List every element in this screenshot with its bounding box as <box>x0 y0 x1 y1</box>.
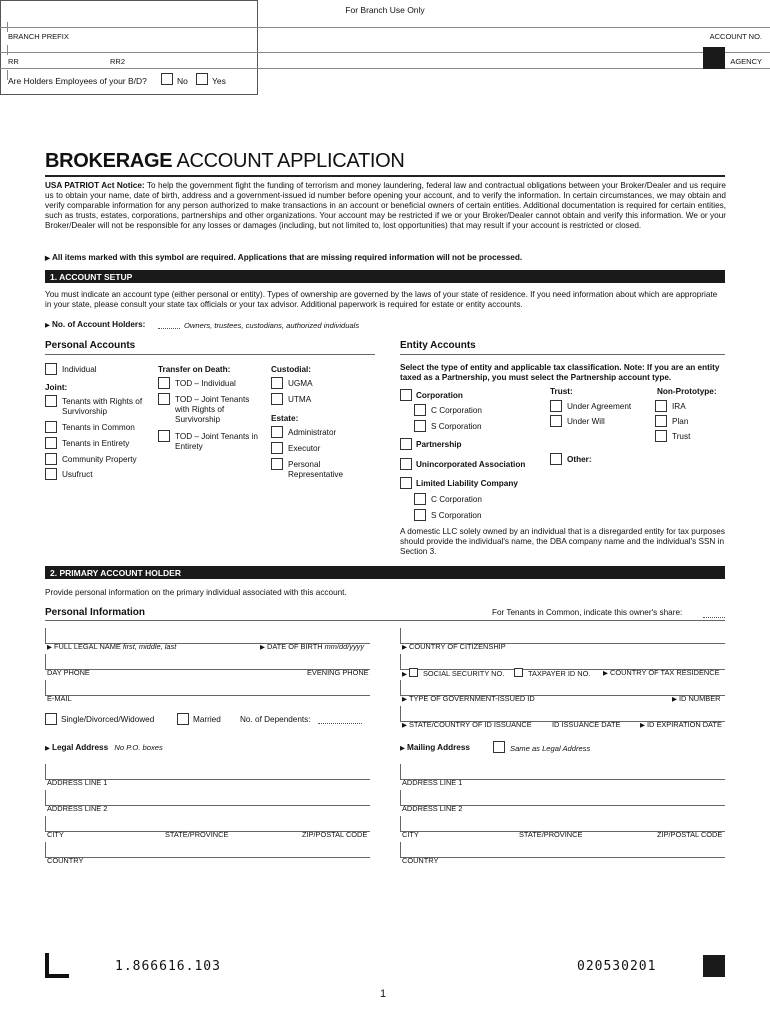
llc-checkbox[interactable] <box>400 477 412 489</box>
trust-item-checkbox[interactable] <box>655 430 667 442</box>
mailing-address-line1-label: ADDRESS LINE 1 <box>402 778 463 787</box>
email-field[interactable] <box>45 680 370 696</box>
branch-use-title: For Branch Use Only <box>345 5 425 15</box>
s-corporation-checkbox[interactable] <box>414 420 426 432</box>
required-note: ▶ All items marked with this symbol are required. Applications that are missing required information will not be processed. <box>45 253 523 262</box>
tenants-rights-checkbox[interactable] <box>45 395 57 407</box>
dob-label: ▶ DATE OF BIRTH mm/dd/yyyy <box>260 642 365 651</box>
section-1-header: 1. ACCOUNT SETUP <box>45 270 725 283</box>
page-number: 1 <box>380 988 387 1000</box>
agency-label: AGENCY <box>730 57 762 66</box>
id-state-label: ▶ STATE/COUNTRY OF ID ISSUANCE <box>402 720 532 729</box>
required-arrow-icon: ▶ <box>402 644 407 651</box>
form-title-rest: ACCOUNT APPLICATION <box>172 150 405 172</box>
custodial-heading: Custodial: <box>271 365 312 374</box>
mailing-zip-label: ZIP/POSTAL CODE <box>657 830 723 839</box>
account-holders-row: ▶ No. of Account Holders: <box>45 320 146 329</box>
s-corporation-label: S Corporation <box>431 422 482 431</box>
required-arrow-icon: ▶ <box>47 644 52 651</box>
rr-label: RR <box>8 57 19 66</box>
corporation-checkbox[interactable] <box>400 389 412 401</box>
individual-checkbox[interactable] <box>45 363 57 375</box>
corner-mark-base <box>45 974 69 978</box>
plan-checkbox[interactable] <box>655 415 667 427</box>
partnership-checkbox[interactable] <box>400 438 412 450</box>
tod-heading: Transfer on Death: <box>158 365 231 374</box>
administrator-label: Administrator <box>288 428 337 437</box>
required-arrow-icon: ▶ <box>640 722 645 729</box>
holders-no-checkbox[interactable] <box>161 73 173 85</box>
mailing-country-field[interactable] <box>400 842 725 858</box>
llc-s-corporation-checkbox[interactable] <box>414 509 426 521</box>
required-arrow-icon: ▶ <box>45 322 50 329</box>
under-agreement-label: Under Agreement <box>567 402 632 411</box>
personal-rep-checkbox[interactable] <box>271 458 283 470</box>
account-holders-hint: Owners, trustees, custodians, authorized individuals <box>184 321 360 330</box>
form-title <box>45 150 405 173</box>
account-no-label: ACCOUNT NO. <box>709 32 762 41</box>
required-arrow-icon: ▶ <box>260 644 265 651</box>
mailing-state-label: STATE/PROVINCE <box>519 830 583 839</box>
executor-label: Executor <box>288 444 321 453</box>
registration-mark-bottom <box>703 955 725 977</box>
llc-c-corporation-checkbox[interactable] <box>414 493 426 505</box>
legal-country-field[interactable] <box>45 842 370 858</box>
email-label: E-MAIL <box>47 694 72 703</box>
individual-label: Individual <box>62 365 97 374</box>
tod-joint-entirety-label: TOD – Joint Tenants in Entirety <box>175 432 258 451</box>
tic-share-field[interactable] <box>703 617 725 618</box>
mailing-address-line2-label: ADDRESS LINE 2 <box>402 804 463 813</box>
single-label: Single/Divorced/Widowed <box>61 715 155 724</box>
tenants-entirety-checkbox[interactable] <box>45 437 57 449</box>
legal-address-label: ▶ Legal Address No P.O. boxes <box>45 743 163 752</box>
id-exp-date-label: ▶ ID EXPIRATION DATE <box>640 720 722 729</box>
ugma-checkbox[interactable] <box>271 377 283 389</box>
holders-no-label: No <box>177 76 188 86</box>
branch-use-box <box>0 0 762 95</box>
registration-mark <box>703 47 725 69</box>
c-corporation-checkbox[interactable] <box>414 404 426 416</box>
day-phone-label: DAY PHONE <box>47 668 90 677</box>
under-agreement-checkbox[interactable] <box>550 400 562 412</box>
ssn-checkbox[interactable] <box>409 668 418 677</box>
legal-country-label: COUNTRY <box>47 856 84 865</box>
tenants-rights-label: Tenants with Rights of Survivorship <box>62 397 143 416</box>
holders-yes-label: Yes <box>212 76 226 86</box>
other-label: Other: <box>567 455 592 464</box>
full-name-label: ▶ FULL LEGAL NAME first, middle, last <box>47 642 177 651</box>
llc-c-corporation-label: C Corporation <box>431 495 482 504</box>
trust-heading: Trust: <box>550 387 573 396</box>
ira-label: IRA <box>672 402 686 411</box>
dependents-field[interactable] <box>318 723 362 724</box>
utma-checkbox[interactable] <box>271 393 283 405</box>
same-as-legal-checkbox[interactable] <box>493 741 505 753</box>
legal-address-line2-label: ADDRESS LINE 2 <box>47 804 108 813</box>
partnership-label: Partnership <box>416 440 462 449</box>
usufruct-label: Usufruct <box>62 470 93 479</box>
c-corporation-label: C Corporation <box>431 406 482 415</box>
mailing-address-label: ▶ Mailing Address <box>400 743 470 752</box>
ssn-label: ▶ SOCIAL SECURITY NO. <box>402 669 505 678</box>
administrator-checkbox[interactable] <box>271 426 283 438</box>
required-arrow-icon: ▶ <box>603 670 608 677</box>
form-title-bold: BROKERAGE <box>45 150 173 172</box>
legal-zip-label: ZIP/POSTAL CODE <box>302 830 368 839</box>
form-code-right: 020530201 <box>577 959 657 974</box>
section-2-intro: Provide personal information on the primary individual associated with this account. <box>45 588 347 597</box>
tod-joint-rights-checkbox[interactable] <box>158 393 170 405</box>
joint-label: Joint: <box>45 383 68 392</box>
required-arrow-icon: ▶ <box>402 696 407 703</box>
mailing-city-label: CITY <box>402 830 419 839</box>
married-label: Married <box>193 715 221 724</box>
legal-address-line1-label: ADDRESS LINE 1 <box>47 778 108 787</box>
utma-label: UTMA <box>288 395 312 404</box>
tenants-entirety-label: Tenants in Entirety <box>62 439 130 448</box>
rr2-label: RR2 <box>110 57 126 66</box>
executor-checkbox[interactable] <box>271 442 283 454</box>
llc-note: A domestic LLC solely owned by an individual that is a disregarded entity for tax purposes should provide the individual's name, the DBA company name and the individual's SSN in Section 3. <box>400 527 725 556</box>
required-arrow-icon: ▶ <box>400 745 405 752</box>
under-will-checkbox[interactable] <box>550 415 562 427</box>
ira-checkbox[interactable] <box>655 400 667 412</box>
legal-state-label: STATE/PROVINCE <box>165 830 229 839</box>
usufruct-checkbox[interactable] <box>45 468 57 480</box>
unincorporated-checkbox[interactable] <box>400 458 412 470</box>
dependents-label: No. of Dependents: <box>240 715 311 724</box>
mailing-country-label: COUNTRY <box>402 856 439 865</box>
taxpayer-id-checkbox[interactable] <box>514 668 523 677</box>
required-arrow-icon: ▶ <box>672 696 677 703</box>
tenants-common-label: Tenants in Common <box>62 423 135 432</box>
llc-s-corporation-label: S Corporation <box>431 511 482 520</box>
personal-info-heading: Personal Information <box>45 607 146 618</box>
community-property-label: Community Property <box>62 455 137 464</box>
taxpayer-id-label: TAXPAYER ID NO. <box>514 668 590 678</box>
personal-rep-label: Personal Representative <box>288 460 344 479</box>
section-1-intro: You must indicate an account type (either personal or entity). Types of ownership are governed by the laws of your state of residence. If you need information about which are appropriate in your state, please consult your state tax officials or your tax advisor. Additional paperwork is required for estate or entity accounts. <box>45 290 718 309</box>
citizenship-label: ▶ COUNTRY OF CITIZENSHIP <box>402 642 506 651</box>
single-checkbox[interactable] <box>45 713 57 725</box>
entity-instructions: Select the type of entity and applicable tax classification. Note: If you are an entity taxed as a Partnership, you must select the Partnership account type. <box>400 363 720 382</box>
required-arrow-icon: ▶ <box>45 745 50 752</box>
branch-prefix-label: BRANCH PREFIX <box>8 32 69 41</box>
same-as-legal-label: Same as Legal Address <box>510 744 591 753</box>
plan-label: Plan <box>672 417 689 426</box>
other-checkbox[interactable] <box>550 453 562 465</box>
tod-joint-rights-label: TOD – Joint Tenants with Rights of Survivorship <box>175 395 250 424</box>
estate-heading: Estate: <box>271 414 299 423</box>
under-will-label: Under Will <box>567 417 605 426</box>
community-property-checkbox[interactable] <box>45 453 57 465</box>
tod-joint-entirety-checkbox[interactable] <box>158 430 170 442</box>
holders-employees-question: Are Holders Employees of your B/D? <box>8 76 147 86</box>
tic-share-label: For Tenants in Common, indicate this owner's share: <box>492 608 683 617</box>
account-holders-field[interactable] <box>158 328 180 329</box>
patriot-label: USA PATRIOT Act Notice: <box>45 181 145 190</box>
tenants-common-checkbox[interactable] <box>45 421 57 433</box>
holders-yes-checkbox[interactable] <box>196 73 208 85</box>
required-arrow-icon: ▶ <box>402 671 407 678</box>
section-2-header: 2. PRIMARY ACCOUNT HOLDER <box>45 566 725 579</box>
patriot-text: To help the government fight the funding of terrorism and money laundering, federal law and contractual obligations between your Broker/Dealer and us require us to obtain your name, date of birth, address and a government-issued id number before opening your account, and to verify the information. In certain circumstances, we may obtain and verify comparable information for any person authorized to make transactions in an account or beneficial owners of certain entities. Additional documentation is required for certain entities, such as trusts, estates, corporations, partnerships and other organizations. Your account may be restricted if we or your Broker/Dealer cannot obtain and verify this information. We or your Broker/Dealer will not be responsible for any losses or damages (including, but not limited to, lost opportunities) that may result if your account is restricted or closed. <box>45 181 726 231</box>
id-number-label: ▶ ID NUMBER <box>672 694 721 703</box>
personal-accounts-heading: Personal Accounts <box>45 340 136 351</box>
unincorporated-label: Unincorporated Association <box>416 460 526 469</box>
title-rule <box>45 175 725 177</box>
legal-city-label: CITY <box>47 830 64 839</box>
id-issue-date-label: ID ISSUANCE DATE <box>552 720 621 729</box>
entity-accounts-heading: Entity Accounts <box>400 340 476 351</box>
non-prototype-heading: Non-Prototype: <box>657 387 717 396</box>
ugma-label: UGMA <box>288 379 313 388</box>
trust-item-label: Trust <box>672 432 691 441</box>
corporation-label: Corporation <box>416 391 463 400</box>
form-code-left: 1.866616.103 <box>115 959 221 974</box>
married-checkbox[interactable] <box>177 713 189 725</box>
evening-phone-label: EVENING PHONE <box>307 668 369 677</box>
llc-label: Limited Liability Company <box>416 479 518 488</box>
tod-individual-checkbox[interactable] <box>158 377 170 389</box>
required-arrow-icon: ▶ <box>402 722 407 729</box>
gov-id-type-label: ▶ TYPE OF GOVERNMENT-ISSUED ID <box>402 694 535 703</box>
required-arrow-icon: ▶ <box>45 255 50 262</box>
patriot-act-notice <box>45 181 726 231</box>
tax-residence-label: ▶ COUNTRY OF TAX RESIDENCE <box>603 668 720 677</box>
tod-individual-label: TOD – Individual <box>175 379 236 388</box>
